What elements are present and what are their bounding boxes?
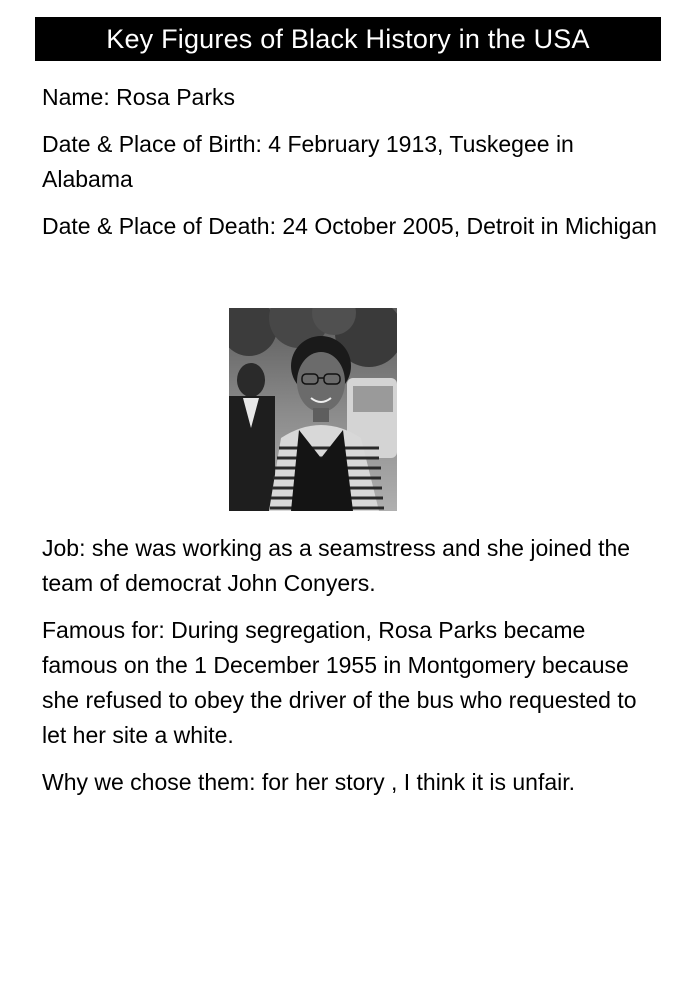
profile-bottom-section	[42, 531, 662, 812]
birth-line: Date & Place of Birth: 4 February 1913, Tuskegee in Alabama	[42, 131, 574, 192]
page-title: Key Figures of Black History in the USA	[35, 17, 661, 61]
death-line: Date & Place of Death: 24 October 2005, Detroit in Michigan	[42, 213, 657, 239]
famous-for-line: Famous for: During segregation, Rosa Parks became famous on the 1 December 1955 in Montgomery because she refused to obey the driver of the bus who requested to let her site a white.	[42, 617, 637, 748]
why-chosen-line: Why we chose them: for her story , I think it is unfair.	[42, 769, 576, 795]
name-line: Name: Rosa Parks	[42, 84, 236, 110]
profile-top-section	[42, 80, 662, 256]
job-line: Job: she was working as a seamstress and she joined the team of democrat John Conyers.	[42, 535, 631, 596]
portrait-illustration	[229, 308, 397, 511]
portrait-photo	[229, 308, 397, 511]
